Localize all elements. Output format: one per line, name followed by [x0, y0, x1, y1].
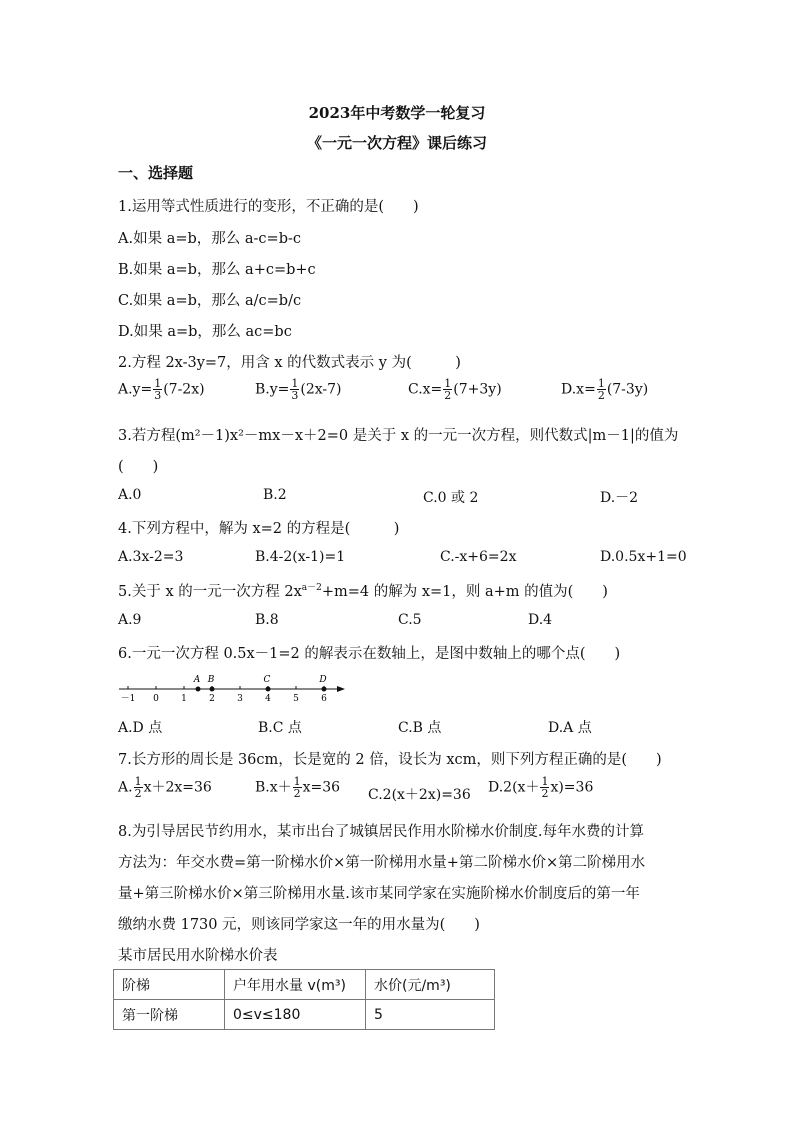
question-1-option-b: B.如果 a=b，那么 a+c=b+c	[118, 262, 316, 278]
number-line-tick-label: 5	[293, 694, 299, 704]
table-cell: 0≤v≤180	[225, 1000, 366, 1030]
question-6-option-a: A.D 点	[118, 720, 163, 736]
question-3-option-c: C.0 或 2	[423, 490, 479, 506]
number-line-point	[196, 687, 201, 692]
number-line-point-label: D	[319, 675, 327, 685]
question-7-option-c: C.2(x＋2x)=36	[368, 787, 471, 803]
question-3-option-b: B.2	[263, 487, 287, 503]
question-4-option-d: D.0.5x+1=0	[600, 549, 687, 565]
question-5-stem: 5.关于 x 的一元一次方程 $2x^{a-2}+m=4$ 的解为 x=1，则 a+m 的值为( )	[118, 583, 608, 600]
question-3-stem-continued: ( )	[118, 459, 159, 475]
question-3-option-d: D.－2	[600, 490, 639, 506]
question-8-line-1: 8.为引导居民节约用水，某市出台了城镇居民作用水阶梯水价制度.每年水费的计算	[118, 824, 644, 840]
question-2-option-d: D.x= $\frac{1}{2}$ (7-3y)	[561, 377, 649, 402]
question-8-line-3: 量+第三阶梯水价×第三阶梯用水量.该市某同学家在实施阶梯水价制度后的第一年	[118, 886, 640, 902]
question-5-option-c: C.5	[398, 612, 422, 628]
number-line-tick-label: 3	[237, 694, 243, 704]
question-1-stem: 1.运用等式性质进行的变形，不正确的是( )	[118, 199, 419, 215]
question-5-option-a: A.9	[118, 612, 142, 628]
number-line-tick-label: 4	[265, 694, 271, 704]
number-line-tick-label: 6	[321, 694, 327, 704]
question-5-option-b: B.8	[255, 612, 279, 628]
question-2-option-c: C.x= $\frac{1}{2}$ (7+3y)	[408, 377, 502, 402]
number-line-point	[266, 687, 271, 692]
page-title: 2023年中考数学一轮复习	[308, 104, 486, 122]
question-5-option-d: D.4	[528, 612, 553, 628]
table-header-cell: 水价(元/m³)	[366, 970, 495, 1000]
question-6-option-c: C.B 点	[398, 720, 442, 736]
question-3-option-a: A.0	[118, 487, 142, 503]
question-1-option-c: C.如果 a=b，那么 a/c=b/c	[118, 293, 302, 309]
question-2-option-a: A.y= $\frac{1}{3}$ (7-2x)	[118, 377, 205, 402]
question-4-option-c: C.-x+6=2x	[440, 549, 517, 565]
question-4-stem: 4.下列方程中，解为 x=2 的方程是( )	[118, 521, 400, 537]
question-7-option-b: B.x＋ $\frac{1}{2}$ x=36	[255, 775, 341, 800]
number-line-point	[322, 687, 327, 692]
number-line-tick-label: 2	[209, 694, 215, 704]
table-cell: 5	[366, 1000, 495, 1030]
water-price-table	[113, 969, 495, 1030]
question-2-stem: 2.方程 2x-3y=7，用含 x 的代数式表示 y 为( )	[118, 355, 461, 371]
number-line-arrow	[337, 686, 345, 692]
question-8-line-4: 缴纳水费 1730 元，则该同学家这一年的用水量为( )	[118, 917, 480, 933]
number-line-tick-label: 1	[181, 694, 187, 704]
question-4-option-a: A.3x-2=3	[118, 549, 184, 565]
table-caption: 某市居民用水阶梯水价表	[118, 948, 278, 964]
table-header-cell: 户年用水量 v(m³)	[225, 970, 366, 1000]
question-7-option-a: A. $\frac{1}{2}$ x＋2x=36	[118, 775, 212, 800]
table-header-cell: 阶梯	[114, 970, 225, 1000]
question-8-line-2: 方法为：年交水费=第一阶梯水价×第一阶梯用水量+第二阶梯水价×第二阶梯用水	[118, 855, 646, 871]
question-6-option-b: B.C 点	[258, 720, 302, 736]
table-cell: 第一阶梯	[114, 1000, 225, 1030]
section-heading: 一、选择题	[118, 164, 194, 182]
number-line-point-label: A	[193, 675, 201, 685]
table-header-row	[114, 970, 495, 1000]
number-line-point	[210, 687, 215, 692]
page-subtitle: 《一元一次方程》课后练习	[306, 134, 487, 152]
number-line-tick-label: －1	[120, 694, 136, 704]
question-3-stem: 3.若方程(m²－1)x²－mx－x＋2=0 是关于 x 的一元一次方程，则代数式|m－1|的值为	[118, 428, 679, 444]
question-1-option-a: A.如果 a=b，那么 a-c=b-c	[118, 231, 301, 247]
question-7-stem: 7.长方形的周长是 36cm，长是宽的 2 倍，设长为 xcm，则下列方程正确的是( )	[118, 752, 662, 768]
number-line-tick-label: 0	[153, 694, 159, 704]
number-line-point-label: B	[207, 675, 215, 685]
number-line	[116, 668, 352, 708]
question-7-option-d: D.2(x＋ $\frac{1}{2}$ x)=36	[488, 775, 594, 800]
question-4-option-b: B.4-2(x-1)=1	[255, 549, 346, 565]
question-6-option-d: D.A 点	[548, 720, 592, 736]
question-2-option-b: B.y= $\frac{1}{3}$ (2x-7)	[255, 377, 342, 402]
table-row	[114, 1000, 495, 1030]
question-6-stem: 6.一元一次方程 0.5x－1=2 的解表示在数轴上，是图中数轴上的哪个点( )	[118, 646, 621, 662]
question-1-option-d: D.如果 a=b，那么 ac=bc	[118, 324, 292, 340]
number-line-point-label: C	[263, 675, 271, 685]
